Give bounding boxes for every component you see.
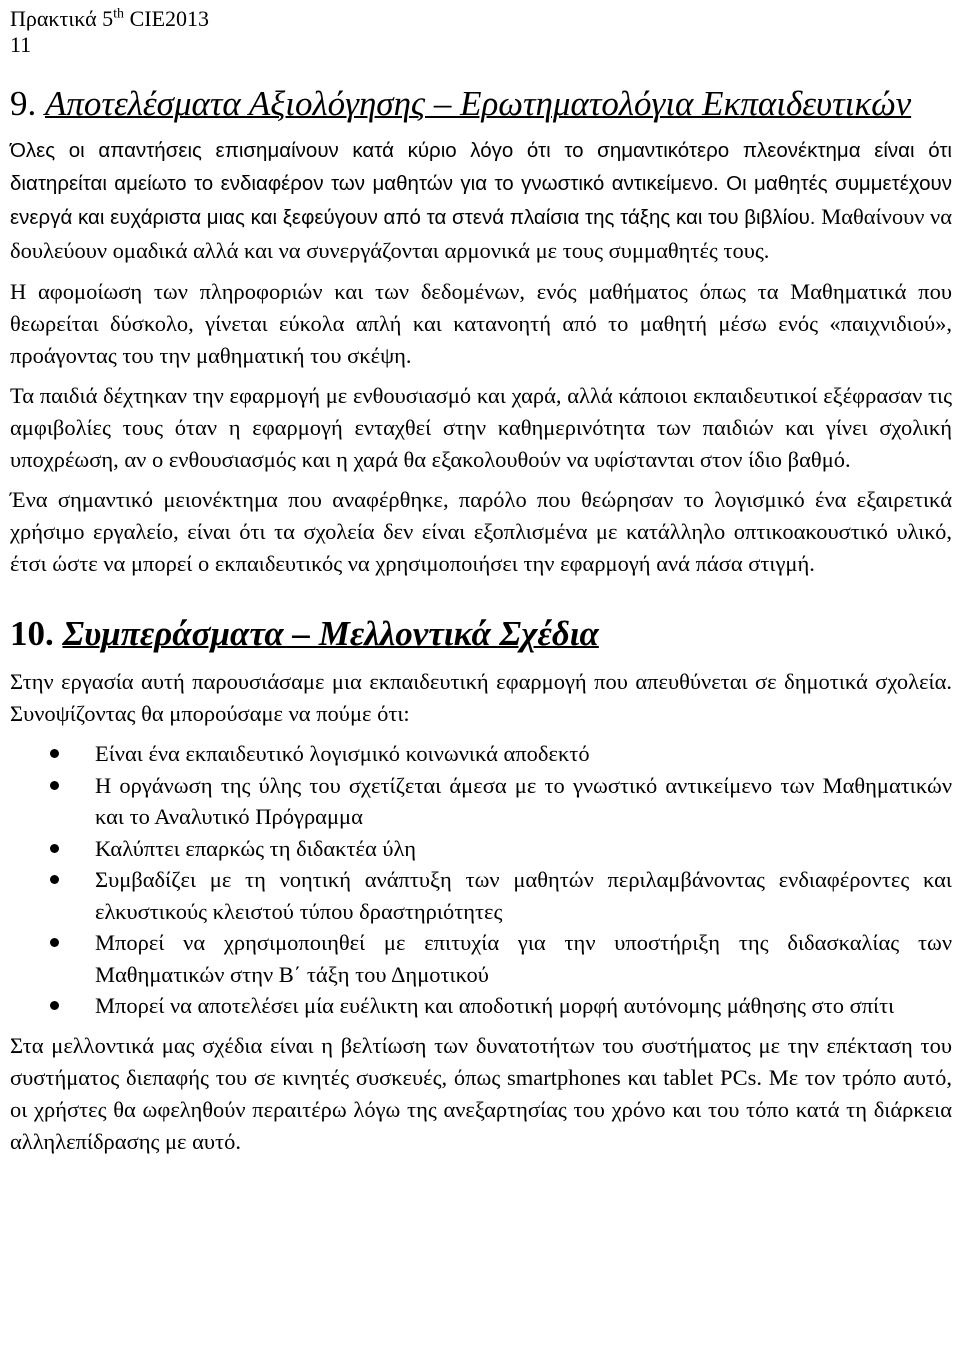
bullet-icon [50,844,59,853]
section-9-paragraph-3: Τα παιδιά δέχτηκαν την εφαρμογή με ενθουσιασμό και χαρά, αλλά κάποιοι εκπαιδευτικοί εξέφρασαν τις αμφιβολίες τους όταν η εφαρμογή ενταχθεί στην καθημερινότητα των παιδιών και γίνει σχολική υποχρέωση, αν ο ενθουσιασμός και η χαρά θα εξακολουθούν να υφίστανται στον ίδιο βαθμό. [10,383,952,472]
list-item-text: Καλύπτει επαρκώς τη διδακτέα ύλη [95,835,417,861]
list-item [10,770,952,833]
list-item-text: Μπορεί να χρησιμοποιηθεί με επιτυχία για την υποστήριξη της διδασκαλίας των Μαθηματικών στην Β΄ τάξη του Δημοτικού [95,930,952,987]
proceedings-title-suffix: CIE2013 [124,6,210,31]
list-item-text: Είναι ένα εκπαιδευτικό λογισμικό κοινωνικά αποδεκτό [95,741,590,766]
list-item-text: Η οργάνωση της ύλης του σχετίζεται άμεσα με το γνωστικό αντικείμενο των Μαθηματικών και το Αναλυτικό Πρόγραμμα [95,772,952,829]
bullet-icon [50,749,59,758]
section-9-paragraph-2 [10,276,952,372]
bullet-icon [50,875,59,884]
section-10-closing: Στα μελλοντικά μας σχέδια είναι η βελτίωση των δυνατοτήτων του συστήματος με την επέκταση του συστήματος διεπαφής του σε κινητές συσκευές, όπως smartphones και tablet PCs. Με τον τρόπο αυτό, οι χρήστες θα ωφεληθούν περαιτέρω λόγω της ανεξαρτησίας του χρόνο και του τόπο κατά τη διάρκεια αλληλεπίδρασης με αυτό. [10,1032,952,1154]
section-10-title: Συμπεράσματα – Μελλοντικά Σχέδια [62,614,599,653]
section-10-intro: Στην εργασία αυτή παρουσιάσαμε μια εκπαιδευτική εφαρμογή που απευθύνεται σε δημοτικά σχολεία. Συνοψίζοντας θα μπορούσαμε να πούμε ότι: [10,669,952,726]
section-9-heading [10,84,952,124]
section-9-paragraph-4: Ένα σημαντικό μειονέκτημα που αναφέρθηκε, παρόλο που θεώρησαν το λογισμικό ένα εξαιρετικά χρήσιμο εργαλείο, είναι ότι τα σχολεία δεν είναι εξοπλισμένα με κατάλληλο οπτικοακουστικό υλικό, έτσι ώστε να μπορεί ο εκπαιδευτικός να χρησιμοποιήσει την εφαρμογή ανά πάσα στιγμή. [10,487,952,576]
bullet-icon [50,781,59,790]
page-number: 11 [10,32,32,57]
proceedings-title-prefix: Πρακτικά 5 [10,6,114,31]
section-9-paragraph-1-sans: Όλες οι απαντήσεις επισημαίνουν κατά κύριο λόγο ότι το σημαντικότερο πλεονέκτημα είναι ότι διατηρείται αμείωτο το ενδιαφέρον των μαθητών για το γνωστικό αντικείμενο. Οι μαθητές συμμετέχουν ενεργά και ευχάριστα μιας και ξεφεύγουν από τα στενά πλαίσια της τάξης και του βιβλίου. [10,139,952,229]
list-item [10,738,952,770]
section-9-paragraph-1-serif: Μαθαίνουν να δουλεύουν ομαδικά αλλά και να συνεργάζονται αρμονικά με τους συμμαθητές τους. [10,204,952,263]
section-9-paragraph-2-part-a: Η αφομοίωση των πληροφοριών και των δεδομένων, ενός μαθήματος όπως τα Μαθηματικά που θεωρείται δύσκολο, γίνεται εύκολα απλή και κατανοητή από το μαθητή μέσω ενός [10,279,952,336]
list-item [10,864,952,927]
section-9-paragraph-2-quoted: «παιχνιδιού» [829,311,947,336]
running-header [10,6,952,32]
list-item [10,927,952,990]
section-9-paragraph-1 [10,134,952,268]
list-item-text: Μπορεί να αποτελέσει μία ευέλικτη και αποδοτική μορφή αυτόνομης μάθησης στο σπίτι [95,993,895,1018]
bullet-icon [50,938,59,947]
list-item-text: Συμβαδίζει με τη νοητική ανάπτυξη των μαθητών περιλαμβάνοντας ενδιαφέροντες και ελκυστικούς κλειστού τύπου δραστηριότητες [95,867,952,924]
section-9-paragraph-2-part-c: , προάγοντας του την μαθηματική του σκέψη. [10,311,952,368]
section-9-number: 9. [10,84,45,123]
conclusions-list [10,738,952,1022]
page [10,0,952,1166]
section-9-title: Αποτελέσματα Αξιολόγησης – Ερωτηματολόγια Εκπαιδευτικών [45,84,912,123]
list-item [10,990,952,1022]
section-10-number: 10. [10,614,63,653]
list-item [10,833,952,865]
proceedings-title-superscript: th [113,6,125,22]
bullet-icon [50,1001,59,1010]
section-10-heading [10,614,952,654]
